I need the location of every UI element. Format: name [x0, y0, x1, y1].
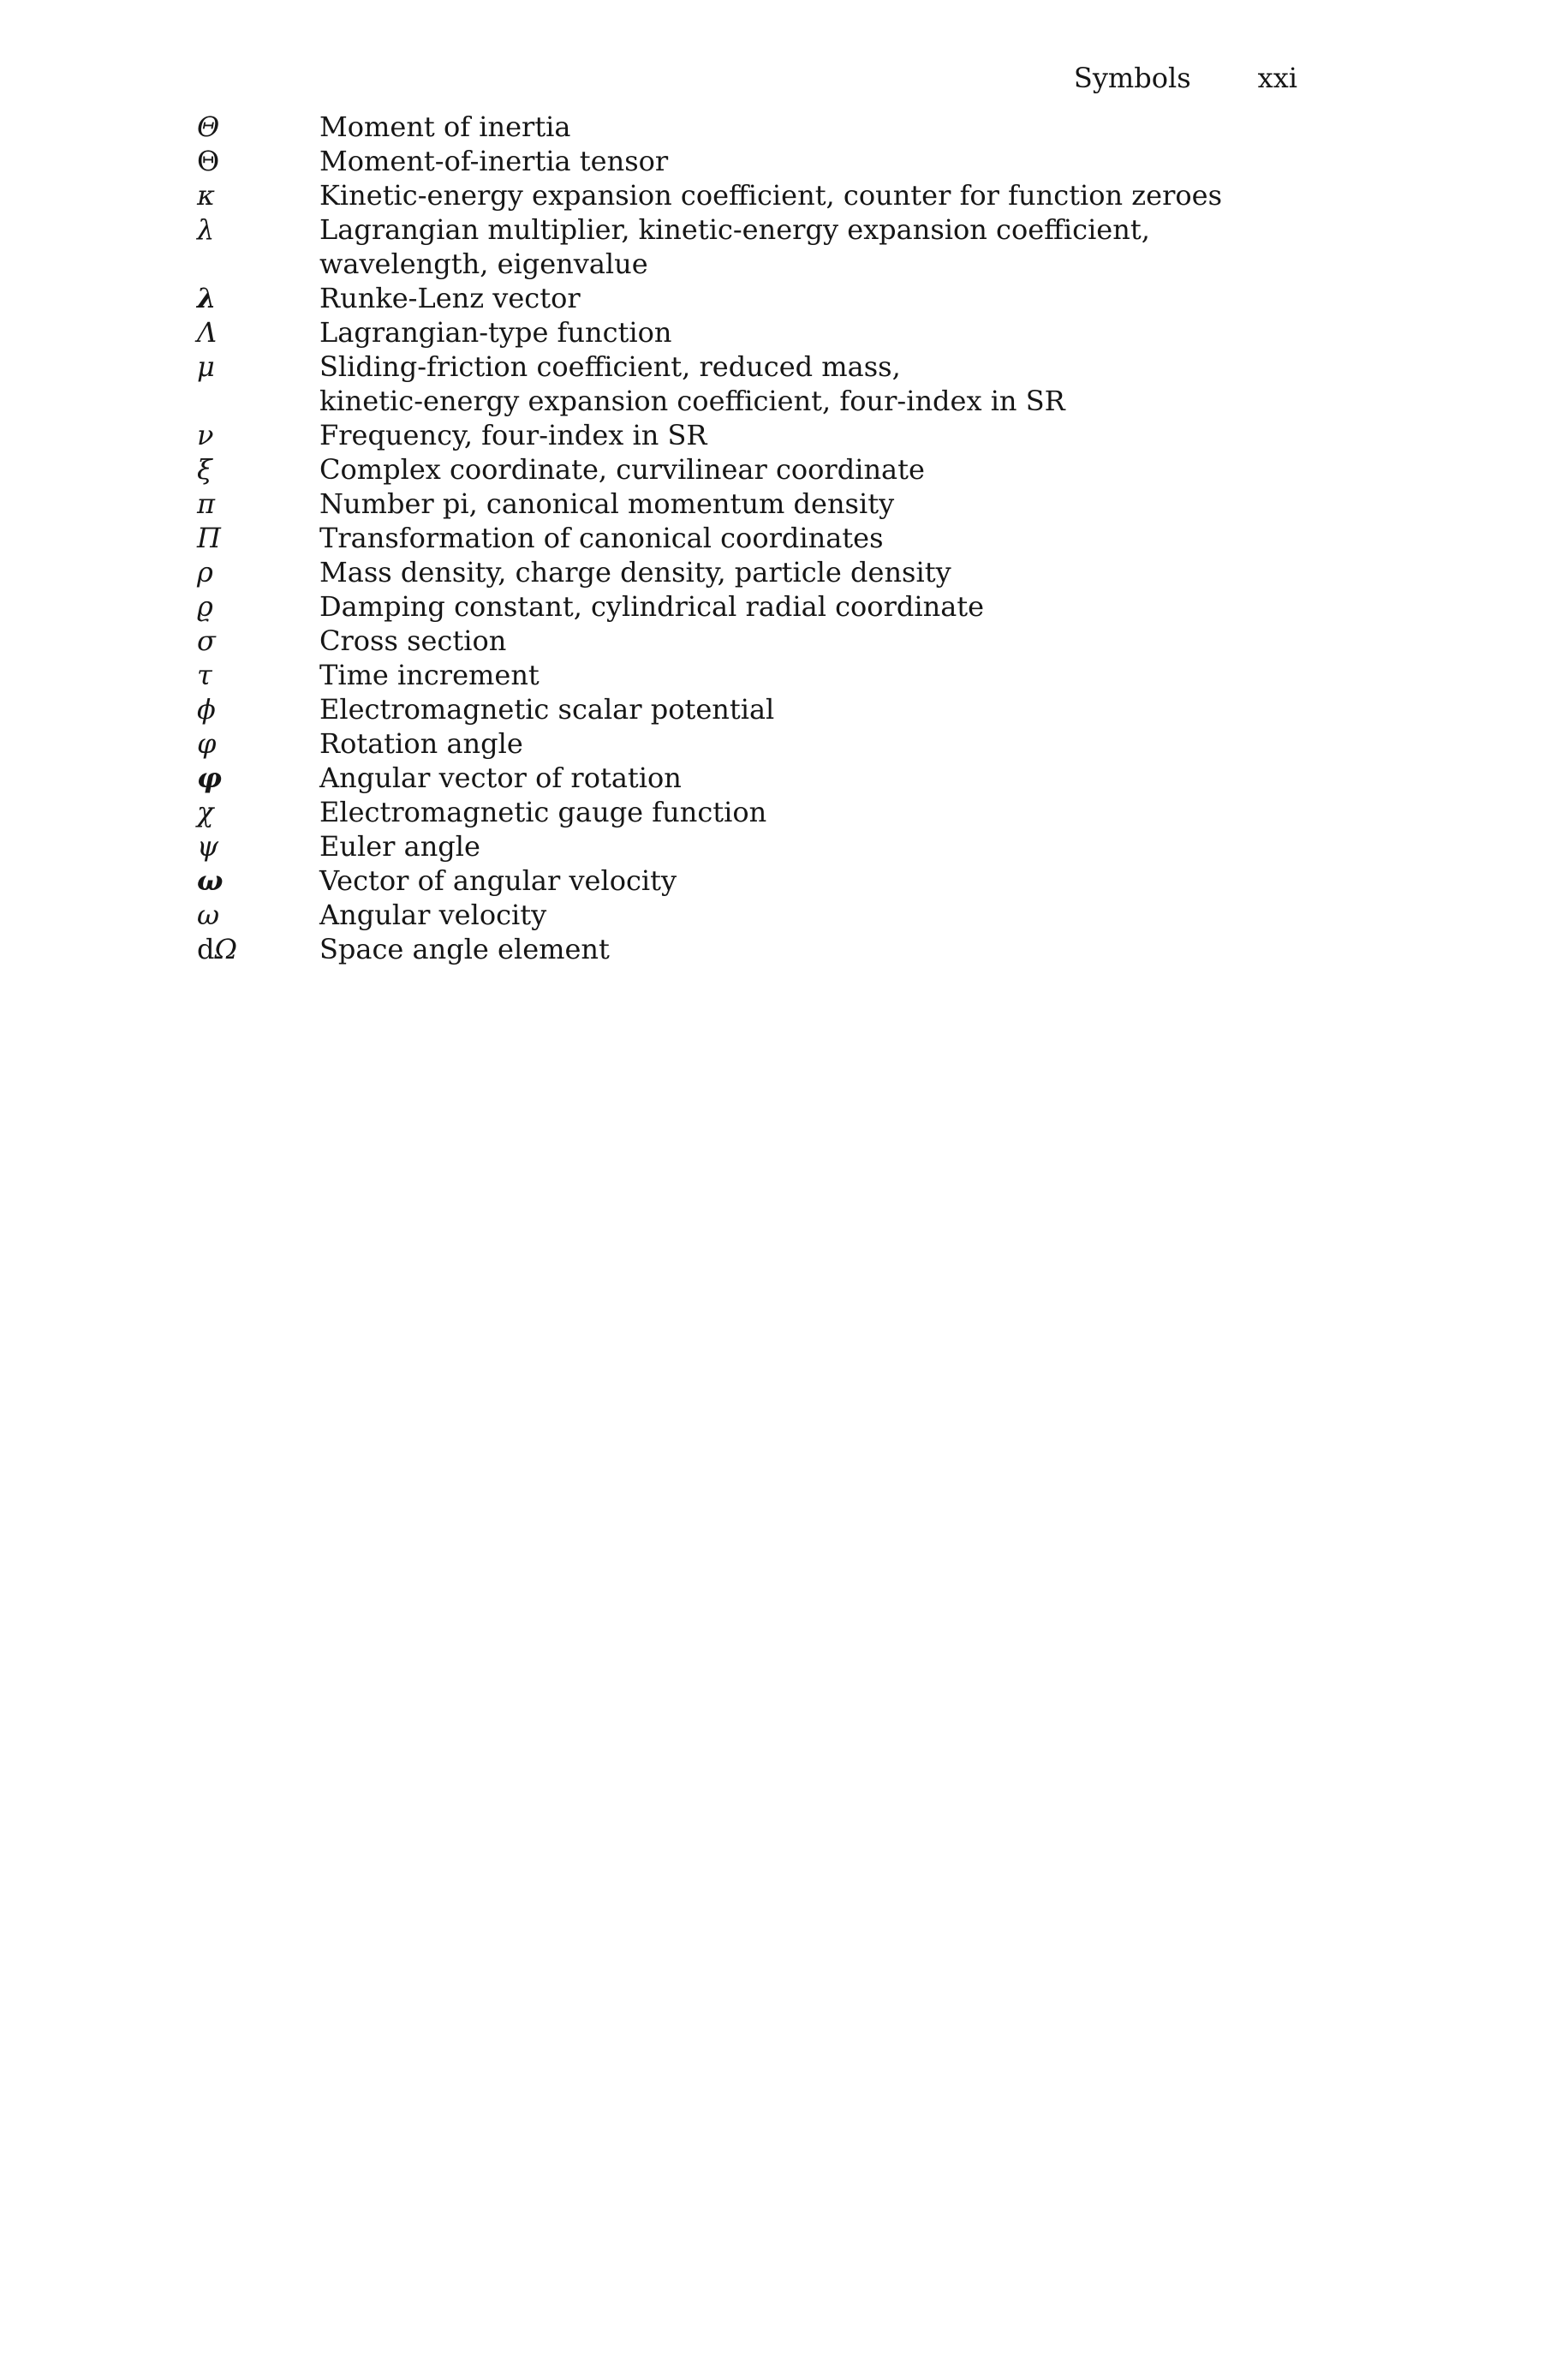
symbol-glyph: dΩ	[197, 933, 238, 965]
symbol-row	[197, 932, 1456, 966]
symbol-row	[197, 726, 1456, 761]
symbol-description: Lagrangian multiplier, kinetic-energy expansion coefficient, wavelength, eigenvalue	[319, 213, 1150, 280]
symbol-row	[197, 692, 1456, 726]
symbol-description: Moment-of-inertia tensor	[319, 145, 669, 177]
running-head	[197, 62, 1297, 94]
symbol-description: Runke-Lenz vector	[319, 282, 581, 314]
symbol-description: Euler angle	[319, 830, 480, 863]
symbol-row	[197, 624, 1456, 658]
symbol-description: Angular velocity	[319, 899, 547, 931]
symbol-row	[197, 452, 1456, 487]
symbol-row	[197, 521, 1456, 555]
symbol-list	[197, 110, 1456, 966]
symbol-description: Complex coordinate, curvilinear coordinate	[319, 453, 925, 486]
symbol-row	[197, 144, 1456, 178]
symbol-row	[197, 795, 1456, 829]
symbol-description: Lagrangian-type function	[319, 316, 672, 349]
symbol-glyph: λ	[197, 213, 215, 246]
symbol-description: Rotation angle	[319, 727, 523, 760]
symbol-row	[197, 829, 1456, 863]
symbol-description: Number pi, canonical momentum density	[319, 487, 895, 520]
symbol-description: Moment of inertia	[319, 111, 571, 143]
symbol-glyph: π	[197, 487, 216, 520]
symbol-description: Sliding-friction coefficient, reduced mass, kinetic-energy expansion coefficient, four-index in SR	[319, 350, 1065, 417]
symbol-description: Time increment	[319, 659, 540, 691]
symbol-description: Transformation of canonical coordinates	[319, 522, 884, 554]
symbol-description: Kinetic-energy expansion coefficient, counter for function zeroes	[319, 179, 1222, 212]
symbol-glyph: Θ	[197, 145, 220, 177]
symbol-glyph: κ	[197, 179, 215, 212]
symbol-glyph: λ	[197, 282, 217, 314]
symbol-row	[197, 555, 1456, 589]
symbol-row	[197, 658, 1456, 692]
symbol-glyph: Θ	[197, 111, 220, 143]
symbol-row	[197, 589, 1456, 624]
symbol-glyph: χ	[197, 796, 214, 828]
symbol-row	[197, 898, 1456, 932]
symbol-glyph: Π	[197, 522, 221, 554]
symbol-glyph: Λ	[197, 316, 218, 349]
symbol-glyph: σ	[197, 624, 216, 657]
symbol-row	[197, 110, 1456, 144]
symbol-glyph: ϱ	[197, 590, 213, 623]
symbol-description: Cross section	[319, 624, 507, 657]
symbol-description: Electromagnetic gauge function	[319, 796, 767, 828]
running-head-section: Symbols	[1073, 62, 1191, 94]
symbol-glyph: ϕ	[197, 693, 216, 726]
symbol-glyph-prefix: d	[197, 933, 215, 965]
symbol-row	[197, 418, 1456, 452]
symbol-description: Space angle element	[319, 933, 610, 965]
symbol-glyph: ν	[197, 419, 214, 451]
symbol-glyph: ξ	[197, 453, 212, 486]
symbol-glyph: ψ	[197, 830, 219, 863]
symbol-row	[197, 281, 1456, 315]
symbol-description: Frequency, four-index in SR	[319, 419, 707, 451]
symbol-row	[197, 487, 1456, 521]
symbol-row	[197, 178, 1456, 212]
symbol-glyph: ω	[197, 864, 224, 897]
symbol-glyph: μ	[197, 350, 215, 383]
symbol-glyph: ρ	[197, 556, 213, 589]
symbol-row	[197, 315, 1456, 350]
symbol-glyph: ω	[197, 899, 220, 931]
page-number: xxi	[1257, 62, 1297, 94]
symbol-glyph: φ	[197, 727, 217, 760]
symbol-description: Electromagnetic scalar potential	[319, 693, 775, 726]
symbol-description: Damping constant, cylindrical radial coordinate	[319, 590, 985, 623]
symbol-row	[197, 212, 1456, 281]
symbol-description: Mass density, charge density, particle density	[319, 556, 951, 589]
symbol-description: Angular vector of rotation	[319, 762, 682, 794]
symbol-glyph: φ	[197, 762, 222, 794]
symbol-row	[197, 761, 1456, 795]
symbol-description: Vector of angular velocity	[319, 864, 677, 897]
symbol-row	[197, 863, 1456, 898]
symbol-glyph: τ	[197, 659, 212, 691]
symbol-row	[197, 350, 1456, 418]
